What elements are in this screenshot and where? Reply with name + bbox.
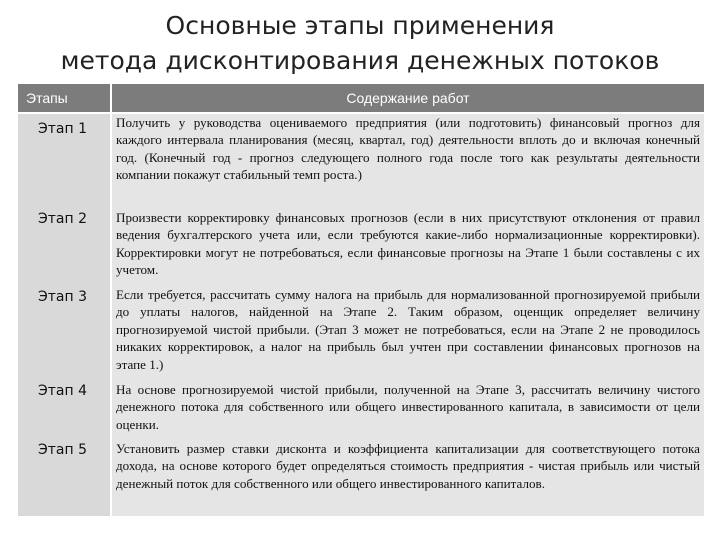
stage-label-1: Этап 1: [38, 121, 88, 137]
stage-label-4: Этап 4: [38, 383, 88, 399]
slide-title-line-2: метода дисконтирования денежных потоков: [60, 46, 660, 75]
stage-content-5: Установить размер ставки дисконта и коэффициента капитализации для соответствующего потока дохода, на основе которого будет определяться стоимость предприятия - чистая прибыль или чистый денежный поток для собственного или общего инвестированного капиталов.: [116, 441, 700, 491]
header-content: Содержание работ: [112, 84, 704, 112]
slide-title: [0, 8, 720, 78]
stage-label-5: Этап 5: [38, 442, 88, 458]
stage-content-2: Произвести корректировку финансовых прогнозов (если в них присутствуют отклонения от правил ведения бухгалтерского учета или, если требуются какие-либо нормализационные корректировки). Корректировки могут не потребоваться, если финансовые прогнозы на Этапе 1 были составлены с их учетом.: [116, 210, 700, 278]
header-stages: Этапы: [18, 84, 110, 112]
stage-label-3: Этап 3: [38, 289, 88, 305]
stage-content-1: Получить у руководства оцениваемого предприятия (или подготовить) финансовый прогноз для каждого интервала планирования (месяц, квартал, год) деятельности вплоть до и включая конечный год. (Конечный год - прогноз следующего полного года после того как результаты деятельности компании покажут стабильный темп роста.): [116, 115, 700, 183]
stage-content-3: Если требуется, рассчитать сумму налога на прибыль для нормализованной прогнозируемой прибыли до уплаты налогов, найденной на Этапе 2. Таким образом, оценщик определяет величину прогнозируемой чистой прибыли. (Этап 3 может не потребоваться, если на Этапе 2 не проводилось никаких корректировок, а налог на прибыль был учтен при составлении финансовых прогнозов на этапе 1.): [116, 287, 700, 372]
stages-table: [18, 84, 704, 516]
stage-label-2: Этап 2: [38, 211, 88, 227]
slide-title-line-1: Основные этапы применения: [165, 11, 555, 40]
stage-content-4: На основе прогнозируемой чистой прибыли, полученной на Этапе 3, рассчитать величину чистого денежного потока для собственного или общего инвестированного капитала, в зависимости от цели оценки.: [116, 382, 700, 432]
